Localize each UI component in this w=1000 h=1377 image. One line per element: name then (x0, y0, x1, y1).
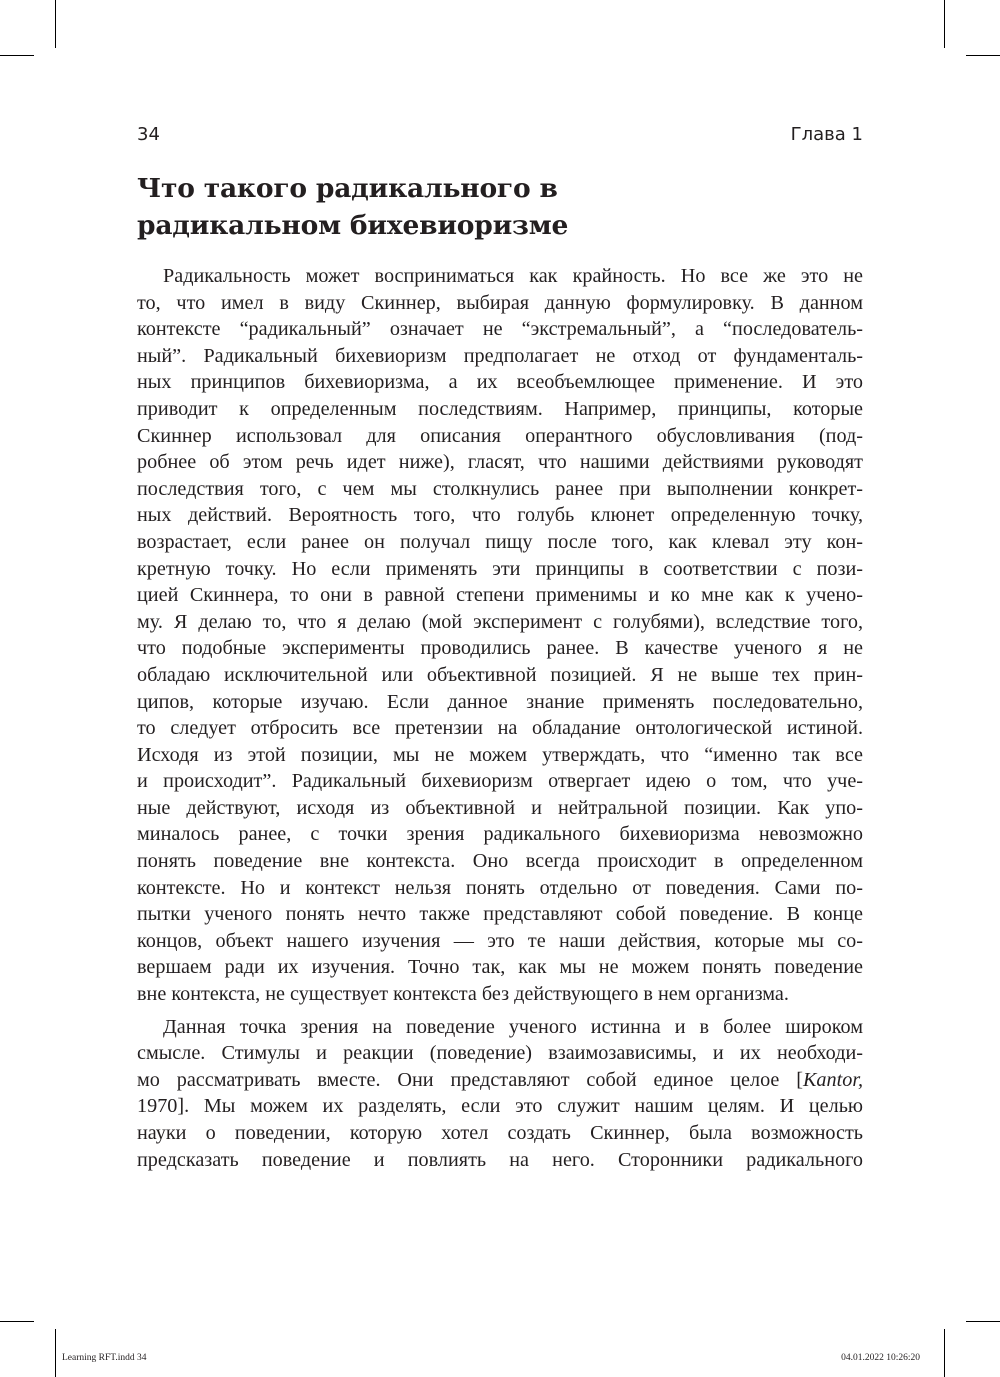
crop-mark (55, 1329, 56, 1377)
text-line: Исходя из этой позиции, мы не можем утверждать, что “именно так все (137, 743, 863, 766)
crop-mark (944, 0, 945, 48)
chapter-title: Глава 1 (790, 124, 863, 145)
text-line: науки о поведении, которую хотел создать Скиннер, была возможность (137, 1122, 863, 1144)
text-line: ный”. Радикальный бихевиоризм предполагает не отход от фундаменталь- (137, 344, 863, 367)
text-line: Скиннер использовал для описания оперантного обусловливания (под- (137, 424, 863, 447)
heading-line: Что такого радикального в (137, 173, 558, 204)
crop-mark (966, 1321, 1000, 1322)
text-fragment: мо рассматривать вместе. Они представляют собой единое целое [ (137, 1068, 803, 1091)
slug-datetime: 04.01.2022 10:26:20 (841, 1353, 920, 1363)
text-line: смысле. Стимулы и реакции (поведение) взаимозависимы, и их необходи- (137, 1042, 863, 1065)
text-line: пытки ученого понять нечто также представляют собой поведение. В конце (137, 903, 863, 926)
text-line: и происходит”. Радикальный бихевиоризм отвергает идею о том, что уче- (137, 770, 863, 793)
text-line: последствия того, с чем мы столкнулись ранее при выполнении конкрет- (137, 477, 863, 500)
paragraph (137, 1014, 863, 1174)
crop-mark (0, 1321, 34, 1322)
text-line: кретную точку. Но если применять эти принципы в соответствии с пози- (137, 557, 863, 580)
section-heading (137, 170, 863, 244)
text-line: контексте “радикальный” означает не “экстремальный”, а “последователь- (137, 318, 863, 341)
text-line: то следует отбросить все претензии на обладание онтологической истиной. (137, 717, 863, 740)
crop-mark (944, 1329, 945, 1377)
text-line: ных действий. Вероятность того, что голубь клюнет определенную точку, (137, 504, 863, 527)
text-line: приводит к определенным последствиям. Например, принципы, которые (137, 397, 863, 420)
crop-mark (0, 55, 34, 56)
text-line: что подобные эксперименты проводились ранее. В качестве ученого я не (137, 637, 863, 660)
text-line (137, 1067, 863, 1094)
text-line: ные действуют, исходя из объективной и нейтральной позиции. Как упо- (137, 796, 863, 819)
text-line: цией Скиннера, то они в равной степени применимы и ко мне как к учено- (137, 584, 863, 607)
text-line: обладаю исключительной или объективной позицией. Я не выше тех прин- (137, 663, 863, 686)
text-line: концов, объект нашего изучения — это те наши действия, которые мы со- (137, 929, 863, 952)
crop-mark (966, 55, 1000, 56)
text-line: вершаем ради их изучения. Точно так, как мы не можем понять поведение (137, 956, 863, 979)
text-line: 1970]. Мы можем их разделять, если это служит нашим целям. И целью (137, 1095, 863, 1118)
text-line: ципов, которые изучаю. Если данное знание применять последовательно, (137, 690, 863, 713)
text-line: контексте. Но и контекст нельзя понять отдельно от поведения. Сами по- (137, 876, 863, 899)
text-line: понять поведение вне контекста. Оно всегда происходит в определенном (137, 850, 863, 873)
running-head (137, 124, 863, 150)
crop-mark (55, 0, 56, 48)
text-line: миналось ранее, с точки зрения радикального бихевиоризма невозможно (137, 823, 863, 846)
paragraph (137, 263, 863, 1008)
text-line: вне контекста, не существует контекста без действующего в нем организма. (137, 983, 789, 1006)
text-line: то, что имел в виду Скиннер, выбирая данную формулировку. В данном (137, 291, 863, 314)
text-line: робнее об этом речь идет ниже), гласят, что нашими действиями руководят (137, 451, 863, 474)
body-text (137, 263, 863, 1173)
text-line: му. Я делаю то, что я делаю (мой эксперимент с голубями), вследствие того, (137, 610, 863, 633)
page-number: 34 (137, 124, 160, 145)
citation-author: Kantor, (802, 1068, 863, 1091)
text-line: возрастает, если ранее он получал пищу после того, как клевал эту кон- (137, 530, 863, 553)
slug-filename: Learning RFT.indd 34 (62, 1353, 147, 1363)
text-line: предсказать поведение и повлиять на него. Сторонники радикального (137, 1148, 863, 1171)
text-line: Данная точка зрения на поведение ученого истинна и в более широком (163, 1015, 863, 1038)
text-line: Радикальность может восприниматься как крайность. Но все же это не (163, 265, 863, 287)
text-line: ных принципов бихевиоризма, а их всеобъемлющее применение. И это (137, 371, 863, 394)
heading-line: радикальном бихевиоризме (137, 210, 569, 241)
